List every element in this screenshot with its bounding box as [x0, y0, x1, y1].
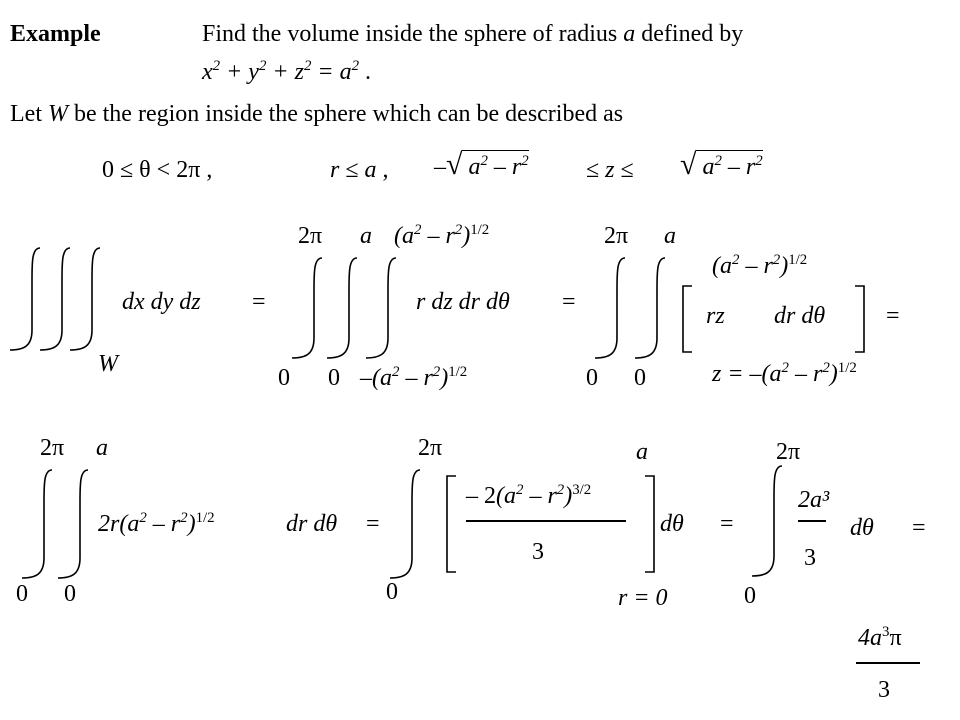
evaluation-body: rz: [706, 303, 725, 329]
lower-limit-theta: 0: [586, 365, 598, 391]
upper-limit-theta: 2π: [298, 223, 323, 249]
intro-text: Let W be the region inside the sphere which can be described as: [10, 101, 624, 127]
integral-sign: [390, 470, 420, 578]
right-bracket: [855, 286, 864, 352]
integral-sign: [595, 258, 625, 358]
r-range: r ≤ a ,: [330, 157, 389, 183]
upper-limit-z: $(a^2 - r^2)^{1/2}$: [394, 221, 490, 249]
region-label: W: [98, 351, 118, 377]
lower-limit-r: 0: [634, 365, 646, 391]
integral-sign: [366, 258, 396, 358]
integral-sign: [10, 248, 40, 350]
upper-limit-theta: 2π: [776, 439, 801, 465]
lower-limit-r: 0: [328, 365, 340, 391]
differential-theta: dθ: [850, 515, 874, 541]
example-label: Example: [10, 21, 101, 47]
z-lower-bound: –√ $a^2 - r^2$: [434, 148, 529, 181]
sphere-equation: $x^2 + y^2 + z^2 = a^2$ .: [202, 57, 372, 85]
differential-theta: dθ: [660, 511, 684, 537]
lower-limit-z: $-(a^2 - r^2)^{1/2}$: [360, 363, 468, 391]
integrand-r: $2r(a^2 - r^2)^{1/2}$: [98, 509, 215, 537]
upper-limit-theta: 2π: [418, 435, 443, 461]
differentials: dr dθ: [286, 511, 338, 537]
equals-sign: =: [720, 511, 734, 537]
fraction-bar: [798, 520, 826, 522]
left-bracket: [447, 476, 456, 572]
lower-limit-theta: 0: [278, 365, 290, 391]
upper-limit-theta: 2π: [40, 435, 65, 461]
z-relation: ≤ z ≤: [586, 157, 634, 183]
integral-sign: [58, 470, 88, 578]
evaluation-lower-limit: r = 0: [618, 585, 668, 611]
equals-sign: =: [886, 303, 900, 329]
lower-limit-theta: 0: [744, 583, 756, 609]
integral-sign: [752, 466, 782, 576]
integral-sign: [292, 258, 322, 358]
differentials: dr dθ: [774, 303, 826, 329]
fraction-bar: [856, 662, 920, 664]
integral-sign: [22, 470, 52, 578]
integral-sign: [635, 258, 665, 358]
integrand-cylindrical: r dz dr dθ: [416, 289, 510, 315]
upper-limit-r: a: [96, 435, 108, 461]
problem-statement: Find the volume inside the sphere of radius a defined by: [202, 21, 744, 47]
lower-limit-theta: 0: [386, 579, 398, 605]
fraction-numerator: 2a³: [798, 487, 830, 513]
integral-sign: [327, 258, 357, 358]
result-numerator: $4a^3\pi$: [858, 623, 902, 651]
evaluation-upper-limit: $(a^2 - r^2)^{1/2}$: [712, 251, 808, 279]
fraction-denominator: 3: [532, 539, 544, 565]
evaluation-upper-limit: a: [636, 439, 648, 465]
upper-limit-theta: 2π: [604, 223, 629, 249]
equals-sign: =: [252, 289, 266, 315]
right-bracket: [645, 476, 654, 572]
evaluation-lower-limit: $z = -(a^2 - r^2)^{1/2}$: [712, 359, 857, 387]
result-denominator: 3: [878, 677, 890, 703]
left-bracket: [683, 286, 692, 352]
equals-sign: =: [912, 515, 926, 541]
fraction-bar: [466, 520, 626, 522]
integrand-dxdydz: dx dy dz: [122, 289, 201, 315]
equals-sign: =: [366, 511, 380, 537]
theta-range: 0 ≤ θ < 2π ,: [102, 157, 213, 183]
fraction-numerator: – $2(a^2 - r^2)^{3/2}$: [466, 481, 592, 509]
equals-sign: =: [562, 289, 576, 315]
upper-limit-r: a: [360, 223, 372, 249]
upper-limit-r: a: [664, 223, 676, 249]
integral-sign: [40, 248, 70, 350]
lower-limit-theta: 0: [16, 581, 28, 607]
lower-limit-r: 0: [64, 581, 76, 607]
z-upper-bound: √ $a^2 - r^2$: [680, 148, 763, 181]
fraction-denominator: 3: [804, 545, 816, 571]
integral-sign: [70, 248, 100, 350]
